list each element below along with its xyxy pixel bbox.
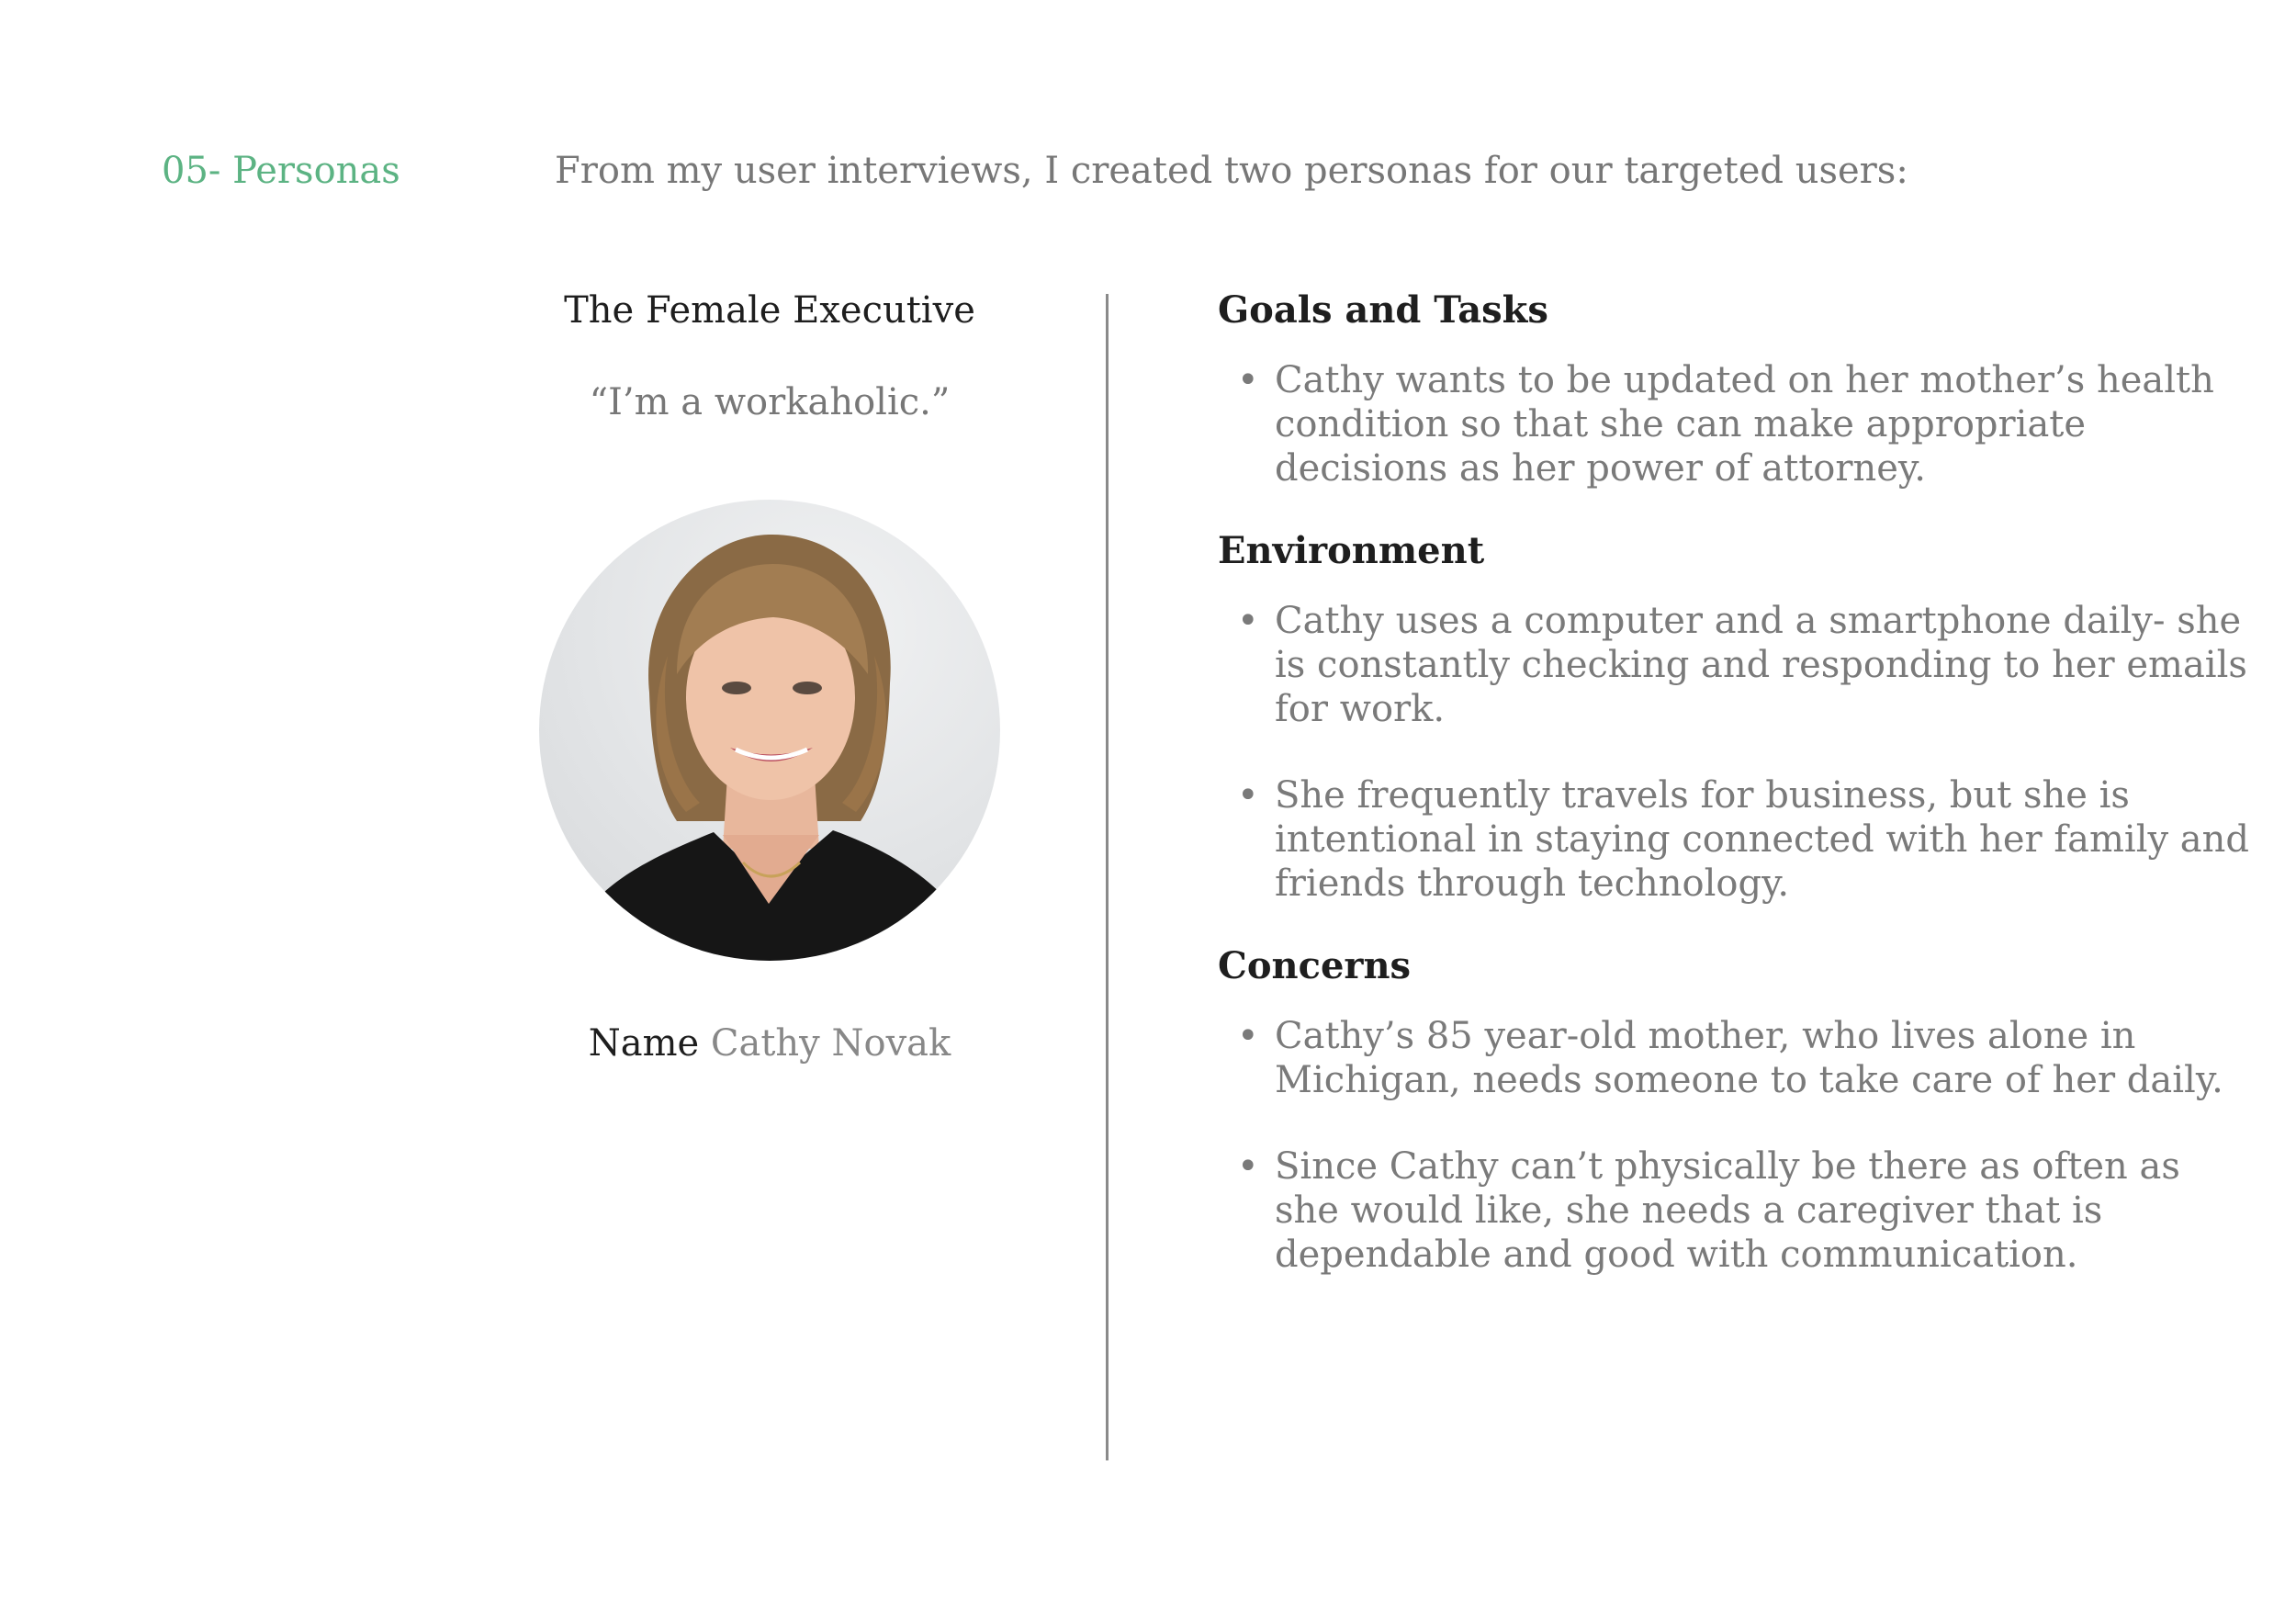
- goals-section: [1218, 285, 2256, 490]
- intro-text: From my user interviews, I created two personas for our targeted users:: [555, 150, 1908, 192]
- concerns-list: [1218, 1014, 2256, 1277]
- goals-heading: Goals and Tasks: [1218, 288, 1548, 332]
- list-item: • Since Cathy can’t physically be there as often as she would like, she needs a caregiver that is dependable and good with communication.: [1218, 1144, 2256, 1277]
- section-label: 05- Personas: [162, 150, 400, 192]
- goals-list: [1218, 358, 2256, 490]
- environment-list: [1218, 599, 2256, 906]
- environment-section: [1218, 525, 2256, 906]
- persona-card: [514, 285, 1025, 428]
- persona-avatar: [539, 500, 1000, 961]
- concerns-section: [1218, 941, 2256, 1277]
- persona-name-label: Name: [588, 1022, 700, 1065]
- persona-name-value: Cathy Novak: [710, 1022, 951, 1065]
- persona-title: The Female Executive: [564, 289, 975, 332]
- concerns-heading: Concerns: [1218, 944, 1412, 987]
- list-item: • Cathy wants to be updated on her mother’s health condition so that she can make appropriate decisions as her power of attorney.: [1218, 358, 2256, 490]
- list-item: • Cathy’s 85 year-old mother, who lives alone in Michigan, needs someone to take care of her daily.: [1218, 1014, 2256, 1102]
- list-item: • She frequently travels for business, but she is intentional in staying connected with her family and friends through technology.: [1218, 773, 2256, 906]
- persona-details: [1218, 285, 2256, 1319]
- column-divider: [1106, 294, 1109, 1460]
- persona-quote: “I’m a workaholic.”: [589, 381, 951, 423]
- environment-heading: Environment: [1218, 529, 1485, 572]
- list-item: • Cathy uses a computer and a smartphone daily- she is constantly checking and responding to her emails for work.: [1218, 599, 2256, 731]
- persona-name: [514, 1018, 1025, 1069]
